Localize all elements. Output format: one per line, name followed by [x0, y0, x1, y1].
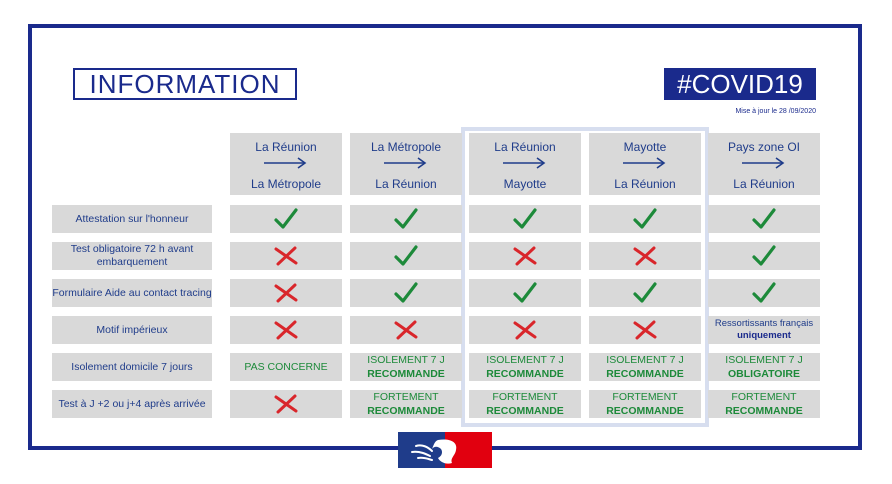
cross-icon: [273, 393, 299, 415]
arrow-right-icon: [623, 157, 667, 169]
route-to: Mayotte: [503, 177, 547, 191]
column-header-metropole-reunion: [350, 133, 462, 195]
cell-test-arrivee-col2: [350, 390, 462, 418]
route-from: La Métropole: [370, 140, 442, 154]
column-header-reunion-mayotte: [469, 133, 581, 195]
route-from: Pays zone OI: [727, 140, 801, 154]
row-label-formulaire: Formulaire Aide au contact tracing: [52, 279, 212, 307]
cell-test-arrivee-col4: [589, 390, 701, 418]
status-cell: [589, 316, 701, 344]
update-date: Mise à jour le 28 /09/2020: [735, 108, 816, 115]
marianne-republique-francaise-logo: [398, 432, 492, 468]
arrow-right-icon: [742, 157, 786, 169]
cell-isolement-col3: [469, 353, 581, 381]
cell-text: FORTEMENT: [612, 391, 678, 403]
row-label-attestation: Attestation sur l'honneur: [52, 205, 212, 233]
cell-text-bold: RECOMMANDE: [367, 405, 445, 417]
covid-hashtag-badge: #COVID19: [664, 68, 816, 100]
status-cell: [230, 205, 342, 233]
arrow-right-icon: [264, 157, 308, 169]
status-cell: [708, 279, 820, 307]
cell-text-bold: RECOMMANDE: [725, 405, 803, 417]
check-icon: [751, 244, 777, 268]
status-cell: [589, 279, 701, 307]
check-icon: [393, 281, 419, 305]
cross-icon: [273, 244, 299, 268]
cell-text-bold: RECOMMANDE: [486, 368, 564, 380]
arrow-right-icon: [384, 157, 428, 169]
row-label-test-arrivee: Test à J +2 ou j+4 après arrivée: [52, 390, 212, 418]
status-cell: [350, 316, 462, 344]
status-cell: [469, 316, 581, 344]
cell-text: FORTEMENT: [731, 391, 797, 403]
cell-text: ISOLEMENT 7 J: [606, 354, 684, 366]
status-cell: [350, 242, 462, 270]
route-from: Mayotte: [623, 140, 667, 154]
cell-text-bold: uniquement: [737, 330, 791, 341]
check-icon: [632, 281, 658, 305]
status-cell: [230, 316, 342, 344]
cell-text-bold: RECOMMANDE: [606, 368, 684, 380]
cell-isolement-col2: [350, 353, 462, 381]
cell-motif-oi: [708, 316, 820, 344]
check-icon: [273, 207, 299, 231]
route-to: La Réunion: [375, 177, 437, 191]
status-cell: [469, 205, 581, 233]
cell-isolement-col4: [589, 353, 701, 381]
cell-isolement-col5: [708, 353, 820, 381]
arrow-right-icon: [503, 157, 547, 169]
check-icon: [512, 207, 538, 231]
status-cell: [469, 242, 581, 270]
status-cell: [350, 279, 462, 307]
cell-text: PAS CONCERNE: [244, 361, 328, 373]
cell-text: FORTEMENT: [373, 391, 439, 403]
cell-text: ISOLEMENT 7 J: [725, 354, 803, 366]
check-icon: [393, 244, 419, 268]
status-cell: [469, 279, 581, 307]
status-cell: [708, 205, 820, 233]
status-cell: [589, 205, 701, 233]
cell-text-bold: RECOMMANDE: [367, 368, 445, 380]
check-icon: [393, 207, 419, 231]
cross-icon: [512, 318, 538, 342]
cross-icon: [632, 244, 658, 268]
status-cell: [230, 279, 342, 307]
route-to: La Métropole: [250, 177, 322, 191]
cross-icon: [393, 318, 419, 342]
cell-text-bold: RECOMMANDE: [486, 405, 564, 417]
cross-icon: [512, 244, 538, 268]
check-icon: [512, 281, 538, 305]
cross-icon: [273, 281, 299, 305]
status-cell: [350, 205, 462, 233]
check-icon: [632, 207, 658, 231]
information-title: INFORMATION: [73, 68, 297, 100]
route-from: La Réunion: [494, 140, 556, 154]
cross-icon: [273, 318, 299, 342]
cell-test-arrivee-col1: [230, 390, 342, 418]
row-label-test-72h: Test obligatoire 72 h avant embarquement: [52, 242, 212, 270]
check-icon: [751, 281, 777, 305]
cell-text: Ressortissants français: [714, 318, 814, 329]
cell-text: ISOLEMENT 7 J: [367, 354, 445, 366]
check-icon: [751, 207, 777, 231]
status-cell: [708, 242, 820, 270]
cell-isolement-col1: [230, 353, 342, 381]
route-to: La Réunion: [733, 177, 795, 191]
column-header-mayotte-reunion: [589, 133, 701, 195]
row-label-motif: Motif impérieux: [52, 316, 212, 344]
cross-icon: [632, 318, 658, 342]
status-cell: [230, 242, 342, 270]
cell-text-bold: OBLIGATOIRE: [728, 368, 800, 380]
column-header-reunion-metropole: [230, 133, 342, 195]
route-to: La Réunion: [614, 177, 676, 191]
cell-text: ISOLEMENT 7 J: [486, 354, 564, 366]
row-label-isolement: Isolement domicile 7 jours: [52, 353, 212, 381]
cell-test-arrivee-col5: [708, 390, 820, 418]
cell-text: FORTEMENT: [492, 391, 558, 403]
cell-text-bold: RECOMMANDE: [606, 405, 684, 417]
cell-test-arrivee-col3: [469, 390, 581, 418]
status-cell: [589, 242, 701, 270]
column-header-oi-reunion: [708, 133, 820, 195]
route-from: La Réunion: [255, 140, 317, 154]
